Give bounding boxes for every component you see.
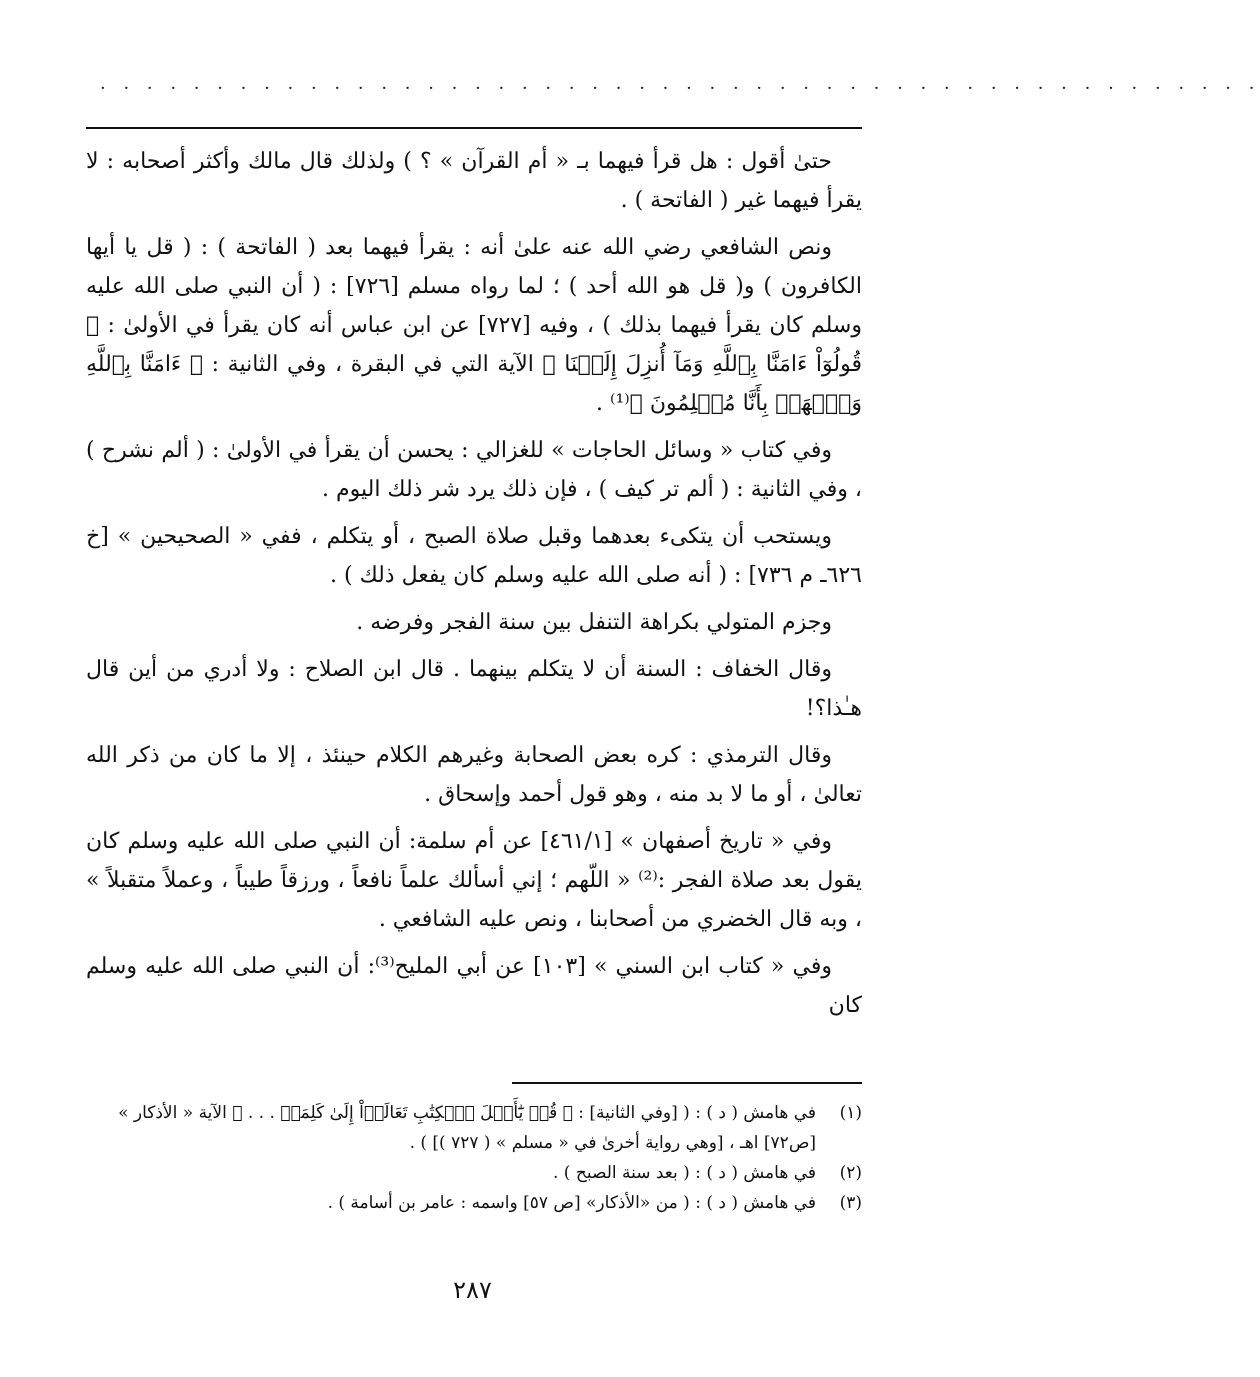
footnote-number: (٣) [839,1193,862,1213]
paragraph-1: حتىٰ أقول : هل قرأ فيهما بـ « أم القرآن » ؟ ) ولذلك قال مالك وأكثر أصحابه : لا يقرأ فيهما غير ( الفاتحة ) . [86,149,862,213]
paragraph-4: ويستحب أن يتكىء بعدهما وقبل صلاة الصبح ، أو يتكلم ، ففي « الصحيحين » [خ ٦٢٦ـ م ٧٣٦] : ( أنه صلى الله عليه وسلم كان يفعل ذلك ) . [86,524,862,588]
footnote-2 [86,1158,862,1188]
footnote-number: (٢) [839,1163,862,1183]
paragraph-8: وفي « تاريخ أصفهان » [٤٦١/١] عن أم سلمة: أن النبي صلى الله عليه وسلم كان يقول بعد صلاة الفجر :⁽²⁾ « اللّهم ؛ إني أسألك علماً نافعاً ، ورزقاً طيباً ، وعملاً متقبلاً » ، وبه قال الخضري من أصحابنا ، ونص عليه الشافعي . [86,829,863,932]
footnote-number: (١) [839,1103,862,1123]
paragraph-2: ونص الشافعي رضي الله عنه علىٰ أنه : يقرأ فيهما بعد ( الفاتحة ) : ( قل يا أيها الكافرون ) و( قل هو الله أحد ) ؛ لما رواه مسلم [٧٢٦] : ( أن النبي صلى الله عليه وسلم كان يقرأ فيهما بذلك ) ، وفيه [٧٢٧] عن ابن عباس أنه كان يقرأ في الأولىٰ : ﴿ قُولُوٓاْ ءَامَنَّا بِٱللَّهِ وَمَآ أُنزِلَ إِلَيۡنَا ﴾ الآية التي في البقرة ، وفي الثانية : ﴿ ءَامَنَّا بِٱللَّهِ وَٱشۡهَدۡ بِأَنَّا مُسۡلِمُونَ ﴾⁽¹⁾ . [86,235,862,416]
footnote-3 [86,1188,862,1218]
paragraph-6: وقال الخفاف : السنة أن لا يتكلم بينهما . قال ابن الصلاح : ولا أدري من أين قال هـٰذا؟! [86,657,862,721]
footnote-rule [512,1082,862,1084]
header-dotted-line: · · · · · · · · · · · · · · · · · · · · · · · · · · · · · · · · · · · · · · · · · · · · · · · · · · [100,78,1260,99]
page-number: ٢٨٧ [453,1276,492,1304]
footnote-text: في هامش ( د ) : ( من «الأذكار» [ص ٥٧] واسمه : عامر بن أسامة ) . [327,1193,816,1213]
footnote-text: في هامش ( د ) : ( [وفي الثانية] : ﴿ قُلۡ يَٰٓأَهۡلَ ٱلۡكِتَٰبِ تَعَالَوۡاْ إِلَىٰ كَلِمَةٖ . . . ﴾ الآية « الأذكار » [ص٧٢] اهـ ، [وهي رواية أخرىٰ في « مسلم » ( ٧٢٧ )] ) . [118,1103,816,1153]
header-rule [86,127,862,129]
footnote-text: في هامش ( د ) : ( بعد سنة الصبح ) . [553,1163,816,1183]
paragraph-5: وجزم المتولي بكراهة التنفل بين سنة الفجر وفرضه . [356,610,832,635]
paragraph-9: وفي « كتاب ابن السني » [١٠٣] عن أبي المليح⁽³⁾: أن النبي صلى الله عليه وسلم كان [86,954,862,1018]
paragraph-7: وقال الترمذي : كره بعض الصحابة وغيرهم الكلام حينئذ ، إلا ما كان من ذكر الله تعالىٰ ، أو ما لا بد منه ، وهو قول أحمد وإسحاق . [86,743,862,807]
footnotes [86,1098,862,1218]
main-text [86,142,862,1033]
paragraph-3: وفي كتاب « وسائل الحاجات » للغزالي : يحسن أن يقرأ في الأولىٰ : ( ألم نشرح ) ، وفي الثانية : ( ألم تر كيف ) ، فإن ذلك يرد شر ذلك اليوم . [86,438,862,502]
footnote-1 [86,1098,862,1158]
